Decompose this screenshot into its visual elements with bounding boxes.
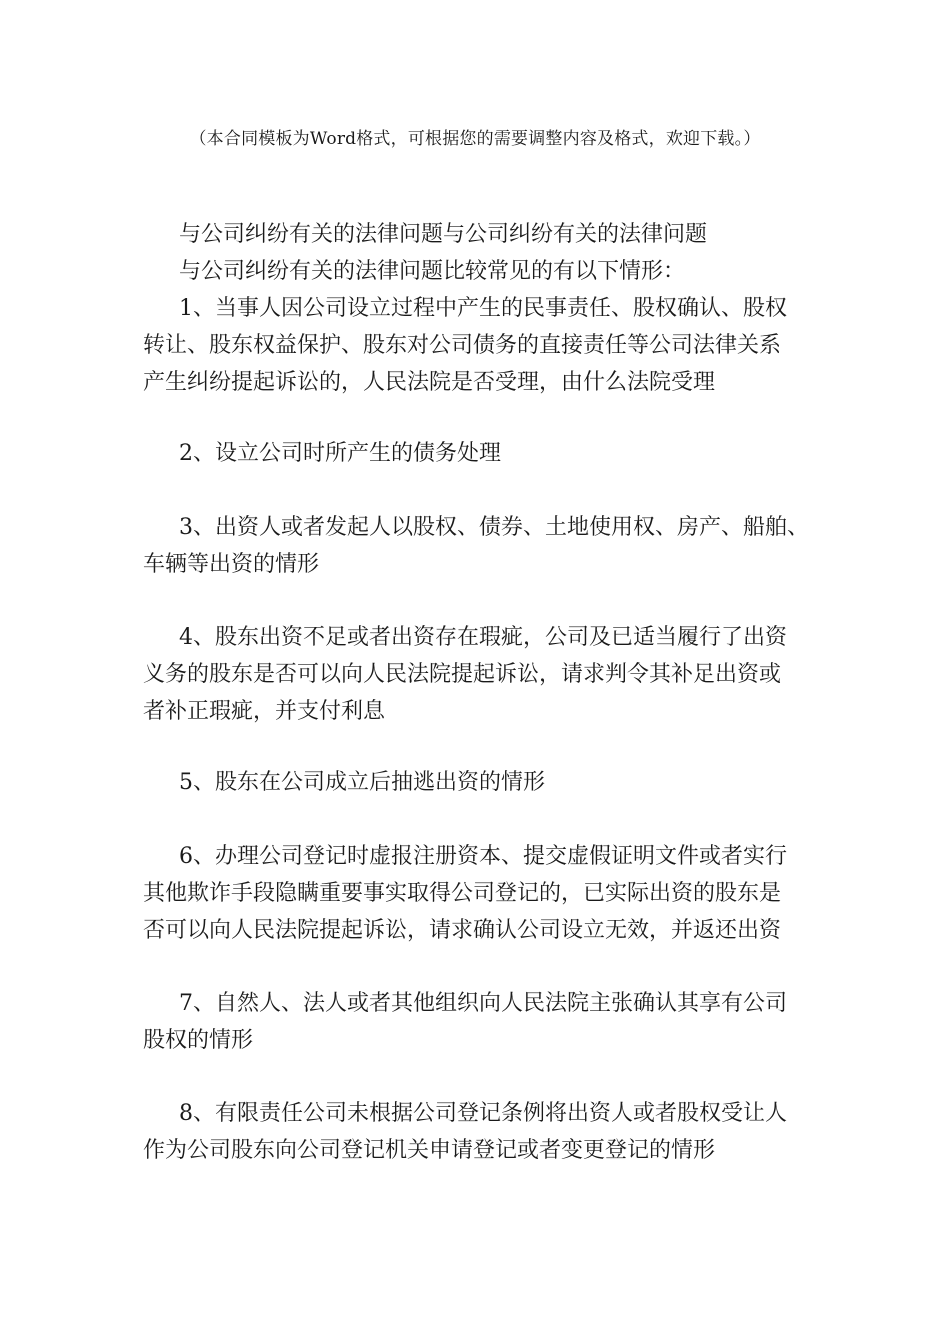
- list-item-line: 者补正瑕疵，并支付利息: [143, 699, 386, 724]
- list-item-8: [143, 1095, 823, 1169]
- list-item-3: [143, 509, 823, 583]
- intro-paragraph: 与公司纠纷有关的法律问题比较常见的有以下情形：: [179, 259, 686, 284]
- list-item-line: 6、办理公司登记时虚报注册资本、提交虚假证明文件或者实行: [179, 844, 787, 869]
- list-item-2: [143, 435, 823, 472]
- list-item-line: 作为公司股东向公司登记机关申请登记或者变更登记的情形: [143, 1138, 716, 1163]
- list-item-line: 义务的股东是否可以向人民法院提起诉讼，请求判令其补足出资或: [143, 662, 782, 687]
- list-item-line: 股权的情形: [143, 1028, 254, 1053]
- list-item-line: 7、自然人、法人或者其他组织向人民法院主张确认其享有公司: [179, 991, 787, 1016]
- list-item-5: [143, 764, 823, 801]
- list-item-6: [143, 838, 823, 949]
- list-item-line: 3、出资人或者发起人以股权、债券、土地使用权、房产、船舶、: [179, 515, 809, 540]
- list-item-line: 车辆等出资的情形: [143, 552, 320, 577]
- list-item-line: 1、当事人因公司设立过程中产生的民事责任、股权确认、股权: [179, 296, 787, 321]
- list-item-line: 5、股东在公司成立后抽逃出资的情形: [179, 770, 545, 795]
- list-item-line: 转让、股东权益保护、股东对公司债务的直接责任等公司法律关系: [143, 333, 782, 358]
- list-item-line: 2、设立公司时所产生的债务处理: [179, 441, 501, 466]
- list-item-line: 其他欺诈手段隐瞒重要事实取得公司登记的，已实际出资的股东是: [143, 881, 782, 906]
- list-item-4: [143, 619, 823, 730]
- list-item-line: 否可以向人民法院提起诉讼，请求确认公司设立无效，并返还出资: [143, 918, 782, 943]
- list-item-line: 产生纠纷提起诉讼的，人民法院是否受理，由什么法院受理: [143, 370, 716, 395]
- heading-block: [143, 216, 823, 290]
- list-item-7: [143, 985, 823, 1059]
- list-item-1: [143, 290, 823, 401]
- list-item-line: 8、有限责任公司未根据公司登记条例将出资人或者股权受让人: [179, 1101, 787, 1126]
- list-item-line: 4、股东出资不足或者出资存在瑕疵，公司及已适当履行了出资: [179, 625, 787, 650]
- document-title: 与公司纠纷有关的法律问题与公司纠纷有关的法律问题: [179, 222, 708, 247]
- template-notice: （本合同模板为Word格式，可根据您的需要调整内容及格式，欢迎下载。）: [189, 129, 761, 149]
